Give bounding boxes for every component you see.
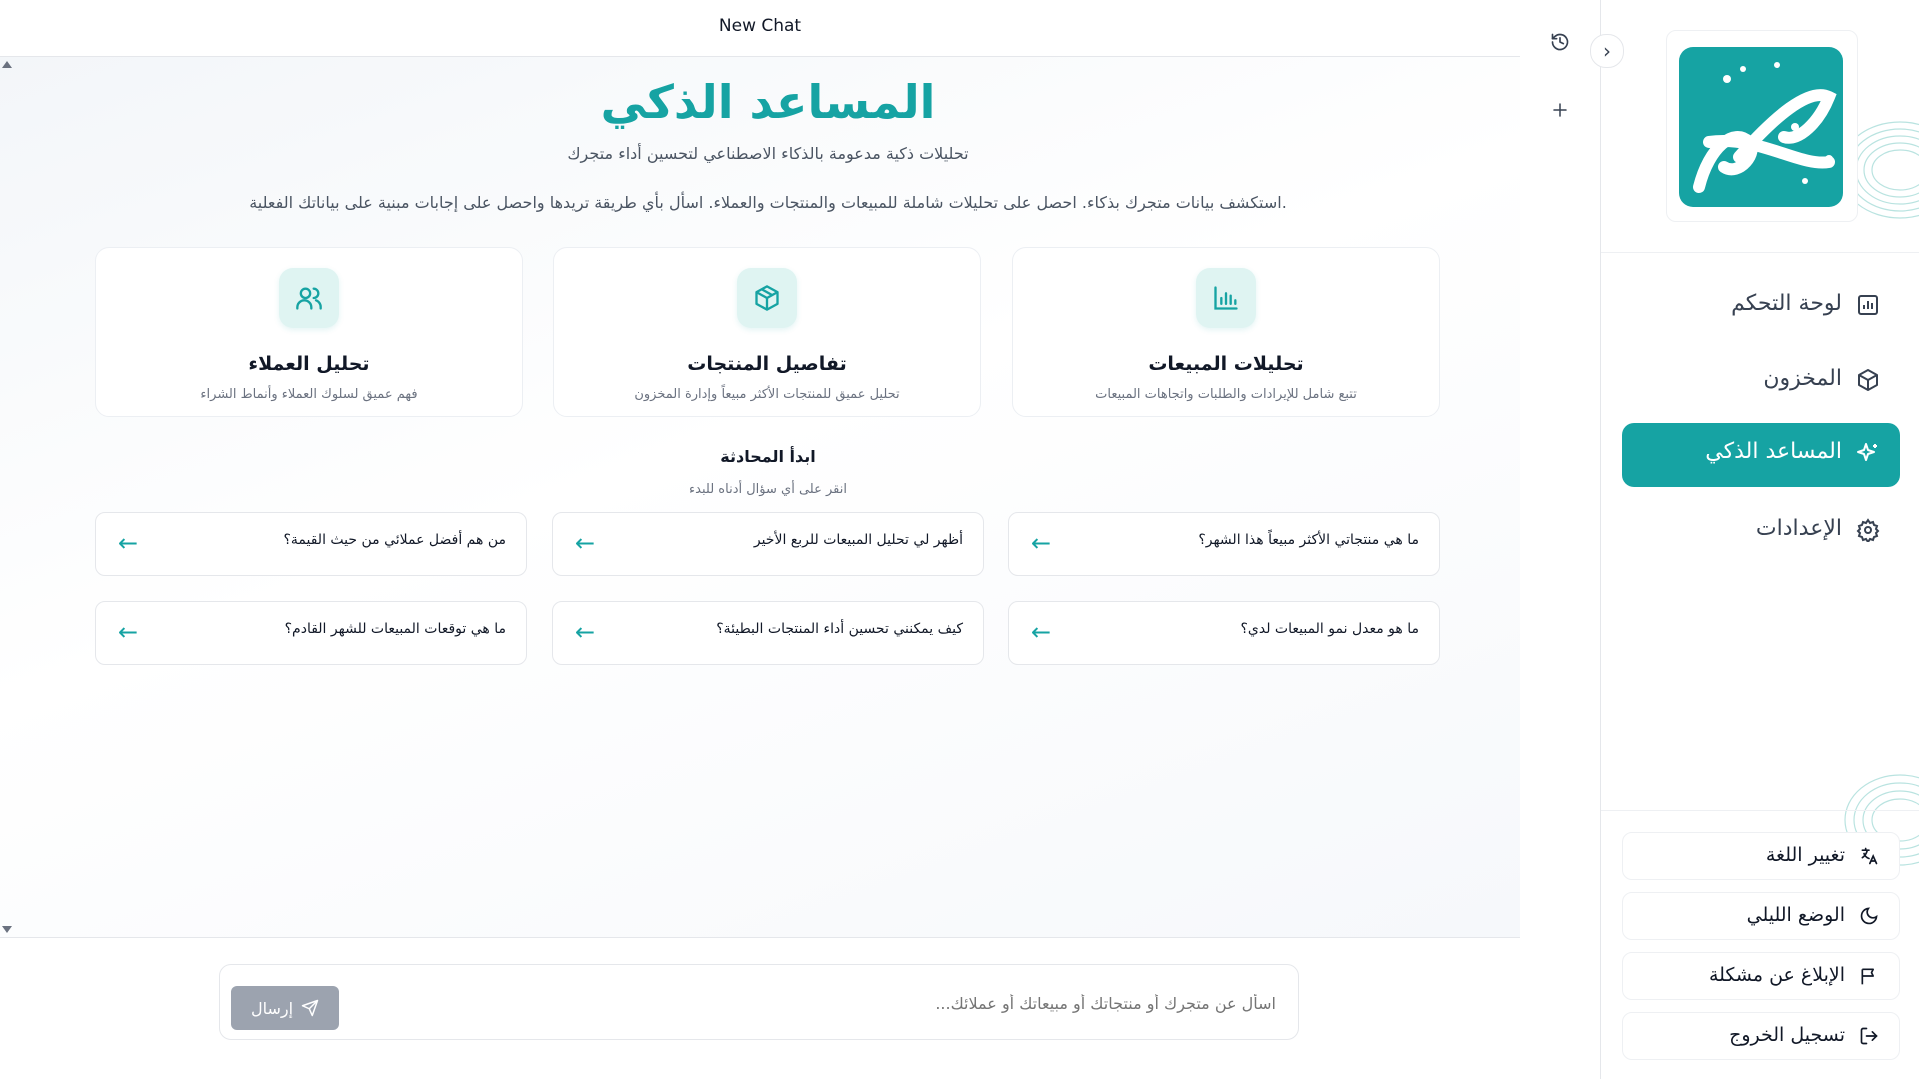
suggested-question[interactable] xyxy=(552,601,984,665)
gear-icon xyxy=(1856,518,1880,542)
card-product-details[interactable] xyxy=(553,247,981,417)
sidebar-item-dashboard[interactable] xyxy=(1622,275,1900,335)
chat-input[interactable] xyxy=(374,983,1278,1023)
moon-icon xyxy=(1859,906,1879,926)
card-title: تحليل العملاء xyxy=(248,353,370,375)
sidebar-divider xyxy=(1601,810,1919,811)
bottom-item-label: تسجيل الخروج xyxy=(1729,1024,1845,1046)
bar-chart-icon xyxy=(1196,268,1256,328)
start-subtitle: انقر على أي سؤال أدناه للبدء xyxy=(689,482,847,497)
users-icon xyxy=(279,268,339,328)
arrow-left-icon: ← xyxy=(575,618,596,646)
scroll-up-arrow[interactable] xyxy=(2,61,12,68)
sparkles-icon xyxy=(1856,441,1880,465)
suggested-question[interactable] xyxy=(1008,512,1440,576)
dark-mode-button[interactable] xyxy=(1622,892,1900,940)
card-description: تحليل عميق للمنتجات الأكثر مبيعاً وإدارة المخزون xyxy=(634,387,900,402)
history-icon[interactable] xyxy=(1546,28,1574,56)
arrow-left-icon: ← xyxy=(118,618,139,646)
send-icon xyxy=(301,999,319,1017)
send-button[interactable] xyxy=(231,986,339,1030)
logo-tile xyxy=(1679,47,1843,207)
sidebar-item-label: الإعدادات xyxy=(1755,516,1842,541)
sidebar-item-settings[interactable] xyxy=(1622,500,1900,560)
hero-description: استكشف بيانات متجرك بذكاء. احصل على تحليلات شاملة للمبيعات والمنتجات والعملاء. اسأل بأي طريقة تريدها واحصل على إجابات مبنية على بياناتك الفعلية. xyxy=(249,193,1287,212)
chat-input-box xyxy=(219,964,1299,1040)
chat-header xyxy=(0,0,1520,57)
sidebar-item-label: المساعد الذكي xyxy=(1705,439,1842,464)
chat-scroll-area[interactable] xyxy=(0,57,1520,938)
sidebar-item-label: لوحة التحكم xyxy=(1731,291,1842,316)
sidebar-item-label: المخزون xyxy=(1763,366,1842,391)
change-language-button[interactable] xyxy=(1622,832,1900,880)
card-customer-analysis[interactable] xyxy=(95,247,523,417)
plus-icon[interactable] xyxy=(1546,96,1574,124)
question-text: من هم أفضل عملائي من حيث القيمة؟ xyxy=(283,532,506,548)
flag-icon xyxy=(1859,966,1879,986)
hero-title: المساعد الذكي xyxy=(600,75,936,129)
card-title: تحليلات المبيعات xyxy=(1148,353,1304,375)
card-description: فهم عميق لسلوك العملاء وأنماط الشراء xyxy=(200,387,418,402)
sidebar-item-inventory[interactable] xyxy=(1622,350,1900,410)
suggested-question[interactable] xyxy=(1008,601,1440,665)
card-sales-analytics[interactable] xyxy=(1012,247,1440,417)
question-text: ما هو معدل نمو المبيعات لدي؟ xyxy=(1240,621,1419,637)
card-title: تفاصيل المنتجات xyxy=(687,353,847,375)
question-text: كيف يمكنني تحسين أداء المنتجات البطيئة؟ xyxy=(716,621,963,637)
question-text: ما هي منتجاتي الأكثر مبيعاً هذا الشهر؟ xyxy=(1198,532,1419,548)
box-icon xyxy=(1856,368,1880,392)
sidebar-divider xyxy=(1601,252,1919,253)
dashboard-icon xyxy=(1856,293,1880,317)
bottom-item-label: الوضع الليلي xyxy=(1746,904,1845,926)
arrow-left-icon: ← xyxy=(1031,529,1052,557)
question-text: ما هي توقعات المبيعات للشهر القادم؟ xyxy=(284,621,506,637)
start-title: ابدأ المحادثة xyxy=(720,447,816,466)
bottom-item-label: الإبلاغ عن مشكلة xyxy=(1708,964,1845,986)
package-icon xyxy=(737,268,797,328)
suggested-question[interactable] xyxy=(552,512,984,576)
send-label: إرسال xyxy=(250,998,294,1018)
report-issue-button[interactable] xyxy=(1622,952,1900,1000)
question-text: أظهر لي تحليل المبيعات للربع الأخير xyxy=(753,532,963,548)
logout-button[interactable] xyxy=(1622,1012,1900,1060)
suggested-question[interactable] xyxy=(95,601,527,665)
app-logo[interactable] xyxy=(1666,30,1858,222)
hero-subtitle: تحليلات ذكية مدعومة بالذكاء الاصطناعي لتحسين أداء متجرك xyxy=(567,144,969,163)
card-description: تتبع شامل للإيرادات والطلبات واتجاهات المبيعات xyxy=(1095,387,1357,402)
arrow-left-icon: ← xyxy=(575,529,596,557)
chevron-right-icon[interactable]: › xyxy=(1590,34,1624,68)
logo-mark-icon xyxy=(1679,47,1843,207)
language-icon xyxy=(1859,846,1879,866)
bottom-item-label: تغيير اللغة xyxy=(1765,844,1845,866)
logout-icon xyxy=(1859,1026,1879,1046)
chat-title: New Chat xyxy=(718,16,802,36)
arrow-left-icon: ← xyxy=(1031,618,1052,646)
suggested-question[interactable] xyxy=(95,512,527,576)
scroll-down-arrow[interactable] xyxy=(2,926,12,933)
sidebar-item-ai-assistant[interactable] xyxy=(1622,423,1900,487)
arrow-left-icon: ← xyxy=(118,529,139,557)
